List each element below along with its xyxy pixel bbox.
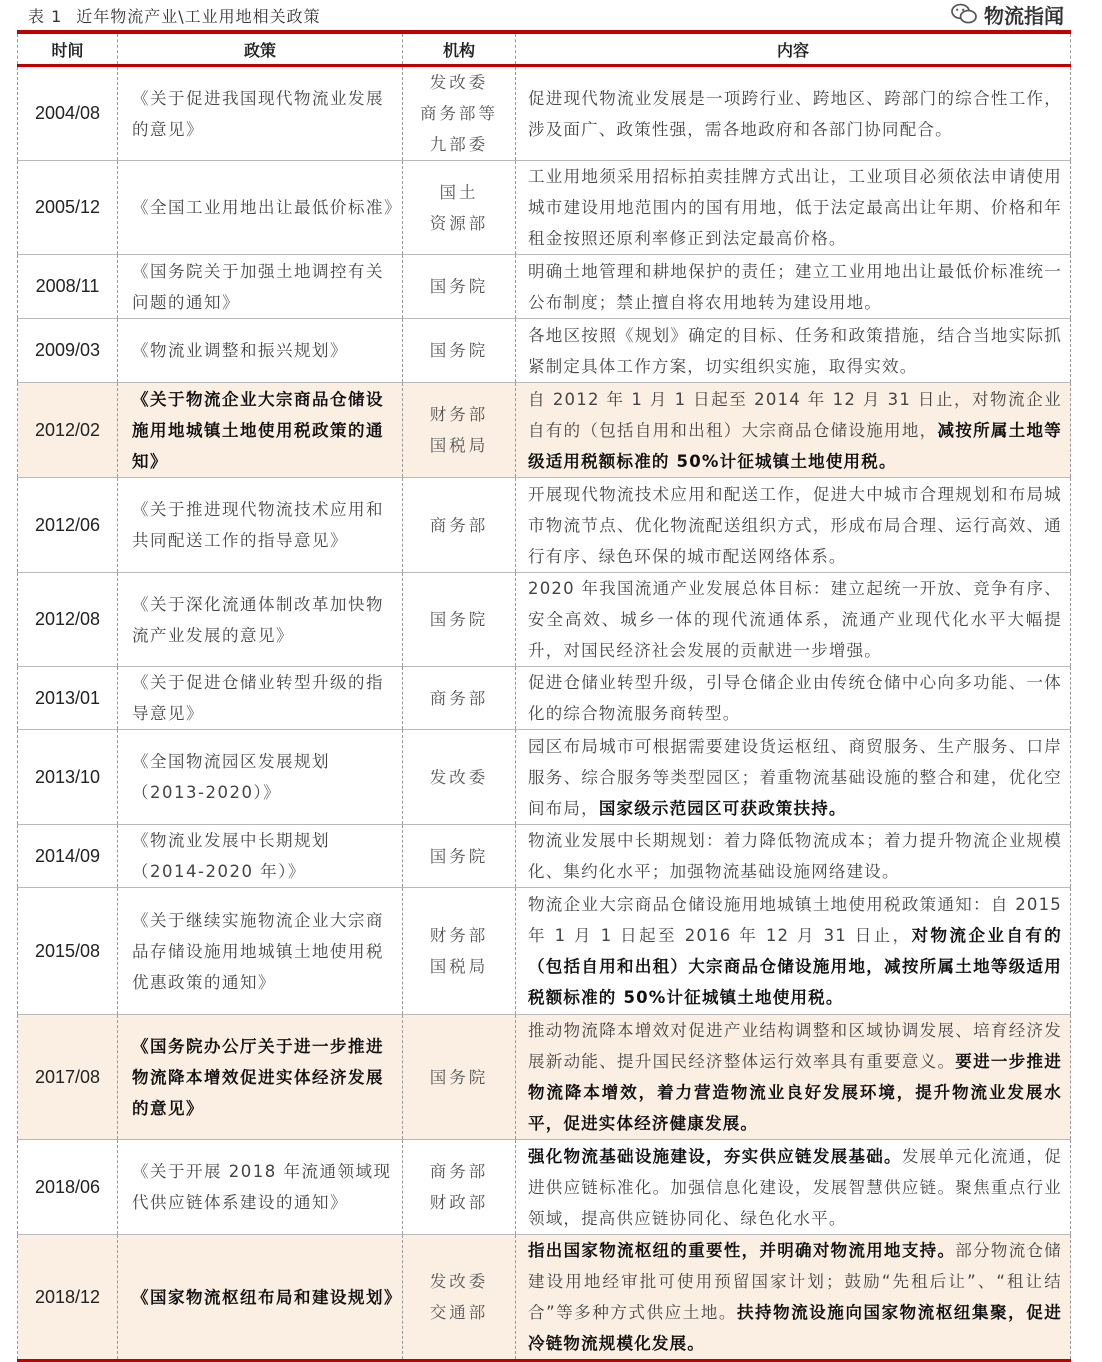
- content-emphasis: 要进一步推进物流降本增效，着力营造物流业良好发展环境，提升物流业发展水平，促进实体经济健康发展。: [528, 1052, 1062, 1133]
- org-name: 商务部: [429, 1162, 489, 1181]
- org-name: 商务部: [429, 688, 489, 708]
- policy-cell: 《物流业发展中长期规划（2014-2020 年）》: [118, 825, 403, 888]
- content-cell: [516, 825, 1071, 888]
- policy-cell: 《国务院办公厅关于进一步推进物流降本增效促进实体经济发展的意见》: [118, 1015, 403, 1140]
- org-cell: [403, 66, 516, 161]
- content-cell: [516, 66, 1071, 161]
- policy-cell: 《全国工业用地出让最低价标准》: [118, 161, 403, 255]
- org-name: 发改委: [429, 73, 489, 92]
- table-row: [18, 1015, 1071, 1140]
- content-cell: [516, 319, 1071, 383]
- content-cell: [516, 667, 1071, 730]
- policy-cell: 《关于推进现代物流技术应用和共同配送工作的指导意见》: [118, 478, 403, 573]
- wechat-icon: [950, 2, 978, 26]
- org-cell: [403, 825, 516, 888]
- date-cell: 2008/11: [18, 255, 118, 319]
- org-name: 商务部: [429, 515, 489, 535]
- content-text: 工业用地须采用招标拍卖挂牌方式出让，工业项目必须依法申请使用城市建设用地范围内的国有用地，低于法定最高出让年期、价格和年租金按照还原利率修正到法定最高价格。: [528, 167, 1062, 248]
- caption-label: 表 1: [28, 7, 63, 26]
- policy-cell: 《物流业调整和振兴规划》: [118, 319, 403, 383]
- header-org: 机构: [403, 32, 516, 66]
- org-cell: [403, 888, 516, 1015]
- org-name: 交通部: [429, 1303, 489, 1322]
- date-cell: 2012/02: [18, 383, 118, 478]
- table-row: [18, 255, 1071, 319]
- table-row: [18, 667, 1071, 730]
- content-cell: [516, 478, 1071, 573]
- policy-cell: 《关于物流企业大宗商品仓储设施用地城镇土地使用税政策的通知》: [118, 383, 403, 478]
- table-row: [18, 1140, 1071, 1235]
- content-cell: [516, 573, 1071, 667]
- org-name: 财务部: [429, 405, 489, 424]
- caption-title: 近年物流产业\工业用地相关政策: [76, 7, 321, 26]
- org-cell: [403, 730, 516, 825]
- org-name: 国务院: [429, 610, 489, 629]
- table-row: [18, 1235, 1071, 1361]
- org-cell: [403, 161, 516, 255]
- date-cell: 2013/01: [18, 667, 118, 730]
- org-name: 国税局: [429, 436, 489, 455]
- policy-cell: 《关于深化流通体制改革加快物流产业发展的意见》: [118, 573, 403, 667]
- org-name: 发改委: [429, 767, 489, 787]
- header-content: 内容: [516, 32, 1071, 66]
- date-cell: 2015/08: [18, 888, 118, 1015]
- date-cell: 2013/10: [18, 730, 118, 825]
- policy-cell: 《国务院关于加强土地调控有关问题的通知》: [118, 255, 403, 319]
- table-row: [18, 825, 1071, 888]
- table-row: [18, 730, 1071, 825]
- content-emphasis: 对物流企业自有的（包括自用和出租）大宗商品仓储设施用地，减按所属土地等级适用税额标准的 50%计征城镇土地使用税。: [528, 926, 1062, 1007]
- org-cell: [403, 573, 516, 667]
- policy-cell: 《国家物流枢纽布局和建设规划》: [118, 1235, 403, 1361]
- content-emphasis: 国家级示范园区可获政策扶持。: [598, 798, 847, 818]
- org-cell: [403, 1140, 516, 1235]
- content-text: 开展现代物流技术应用和配送工作，促进大中城市合理规划和布局城市物流节点、优化物流配送组织方式，形成布局合理、运行高效、通行有序、绿色环保的城市配送网络体系。: [528, 484, 1062, 566]
- policy-cell: 《关于促进我国现代物流业发展的意见》: [118, 66, 403, 161]
- org-name: 发改委: [429, 1272, 489, 1291]
- org-name: 财务部: [429, 926, 489, 945]
- content-text: 物流业发展中长期规划：着力降低物流成本；着力提升物流企业规模化、集约化水平；加强物流基础设施网络建设。: [528, 831, 1062, 881]
- content-text: 推动物流降本增效对促进产业结构调整和区域协调发展、培育经济发展新动能、提升国民经济整体运行效率具有重要意义。: [528, 1021, 1062, 1071]
- policy-cell: 《关于继续实施物流企业大宗商品存储设施用地城镇土地使用税优惠政策的通知》: [118, 888, 403, 1015]
- org-name: 国税局: [429, 957, 489, 976]
- date-cell: 2004/08: [18, 66, 118, 161]
- content-cell: [516, 1140, 1071, 1235]
- table-row: [18, 573, 1071, 667]
- content-text: 发展单元化流通，促进供应链标准化。加强信息化建设，发展智慧供应链。聚焦重点行业领域，提高供应链协同化、绿色化水平。: [528, 1146, 1062, 1228]
- org-name: 资源部: [429, 213, 489, 233]
- table-header-row: [18, 32, 1071, 66]
- date-cell: 2018/06: [18, 1140, 118, 1235]
- org-cell: [403, 383, 516, 478]
- header-policy: 政策: [118, 32, 403, 66]
- content-text: 促进仓储业转型升级，引导仓储企业由传统仓储中心向多功能、一体化的综合物流服务商转型。: [528, 673, 1062, 723]
- date-cell: 2017/08: [18, 1015, 118, 1140]
- table-caption: [28, 4, 335, 27]
- table-row: [18, 319, 1071, 383]
- date-cell: 2005/12: [18, 161, 118, 255]
- content-cell: [516, 730, 1071, 825]
- org-name: 国务院: [429, 1067, 489, 1087]
- content-cell: [516, 383, 1071, 478]
- org-cell: [403, 478, 516, 573]
- org-cell: [403, 667, 516, 730]
- content-cell: [516, 1235, 1071, 1361]
- watermark: [946, 0, 1068, 28]
- org-name: 商务部等: [420, 104, 498, 123]
- content-emphasis: 减按所属土地等级适用税额标准的 50%计征城镇土地使用税。: [528, 420, 1062, 471]
- header-date: 时间: [18, 32, 118, 66]
- date-cell: 2014/09: [18, 825, 118, 888]
- content-text: 2020 年我国流通产业发展总体目标：建立起统一开放、竞争有序、安全高效、城乡一体的现代流通体系，流通产业现代化水平大幅提升，对国民经济社会发展的贡献进一步增强。: [528, 579, 1062, 660]
- date-cell: 2009/03: [18, 319, 118, 383]
- content-emphasis: 扶持物流设施向国家物流枢纽集聚，促进冷链物流规模化发展。: [528, 1303, 1062, 1353]
- org-name: 财政部: [429, 1193, 489, 1212]
- org-name: 国务院: [429, 277, 489, 296]
- content-cell: [516, 888, 1071, 1015]
- content-cell: [516, 255, 1071, 319]
- date-cell: 2018/12: [18, 1235, 118, 1361]
- org-cell: [403, 1015, 516, 1140]
- org-name: 国土: [439, 182, 479, 202]
- org-cell: [403, 1235, 516, 1361]
- org-name: 国务院: [429, 846, 489, 866]
- date-cell: 2012/06: [18, 478, 118, 573]
- watermark-text: 物流指闻: [984, 3, 1064, 28]
- policy-cell: 《全国物流园区发展规划（2013-2020）》: [118, 730, 403, 825]
- content-cell: [516, 161, 1071, 255]
- content-emphasis: 强化物流基础设施建设，夯实供应链发展基础。: [528, 1146, 902, 1166]
- content-cell: [516, 1015, 1071, 1140]
- policy-cell: 《关于开展 2018 年流通领域现代供应链体系建设的通知》: [118, 1140, 403, 1235]
- org-cell: [403, 319, 516, 383]
- table-row: [18, 383, 1071, 478]
- content-text: 自 2012 年 1 月 1 日起至 2014 年 12 月 31 日止，对物流企业自有的（包括自用和出租）大宗商品仓储设施用地，: [528, 389, 1062, 440]
- content-text: 部分物流仓储建设用地经审批可使用预留国家计划；鼓励“先租后让”、“租让结合”等多种方式供应土地。: [528, 1241, 1062, 1322]
- table-row: [18, 66, 1071, 161]
- org-name: 九部委: [429, 135, 489, 154]
- policy-cell: 《关于促进仓储业转型升级的指导意见》: [118, 667, 403, 730]
- org-cell: [403, 255, 516, 319]
- content-emphasis: 指出国家物流枢纽的重要性，并明确对物流用地支持。: [528, 1241, 956, 1260]
- content-text: 促进现代物流业发展是一项跨行业、跨地区、跨部门的综合性工作，涉及面广、政策性强，需各地政府和各部门协同配合。: [528, 88, 1062, 139]
- policy-table: [17, 30, 1071, 1362]
- org-name: 国务院: [429, 341, 489, 360]
- table-row: [18, 478, 1071, 573]
- content-text: 各地区按照《规划》确定的目标、任务和政策措施，结合当地实际抓紧制定具体工作方案，切实组织实施，取得实效。: [528, 325, 1062, 376]
- table-body: [18, 66, 1071, 1361]
- content-text: 物流企业大宗商品仓储设施用地城镇土地使用税政策通知：自 2015 年 1 月 1 日起至 2016 年 12 月 31 日止，: [528, 895, 1062, 945]
- content-text: 园区布局城市可根据需要建设货运枢纽、商贸服务、生产服务、口岸服务、综合服务等类型园区；着重物流基础设施的整合和建，优化空间布局，: [528, 736, 1062, 818]
- date-cell: 2012/08: [18, 573, 118, 667]
- table-row: [18, 888, 1071, 1015]
- content-text: 明确土地管理和耕地保护的责任；建立工业用地出让最低价标准统一公布制度；禁止擅自将农用地转为建设用地。: [528, 261, 1062, 312]
- table-row: [18, 161, 1071, 255]
